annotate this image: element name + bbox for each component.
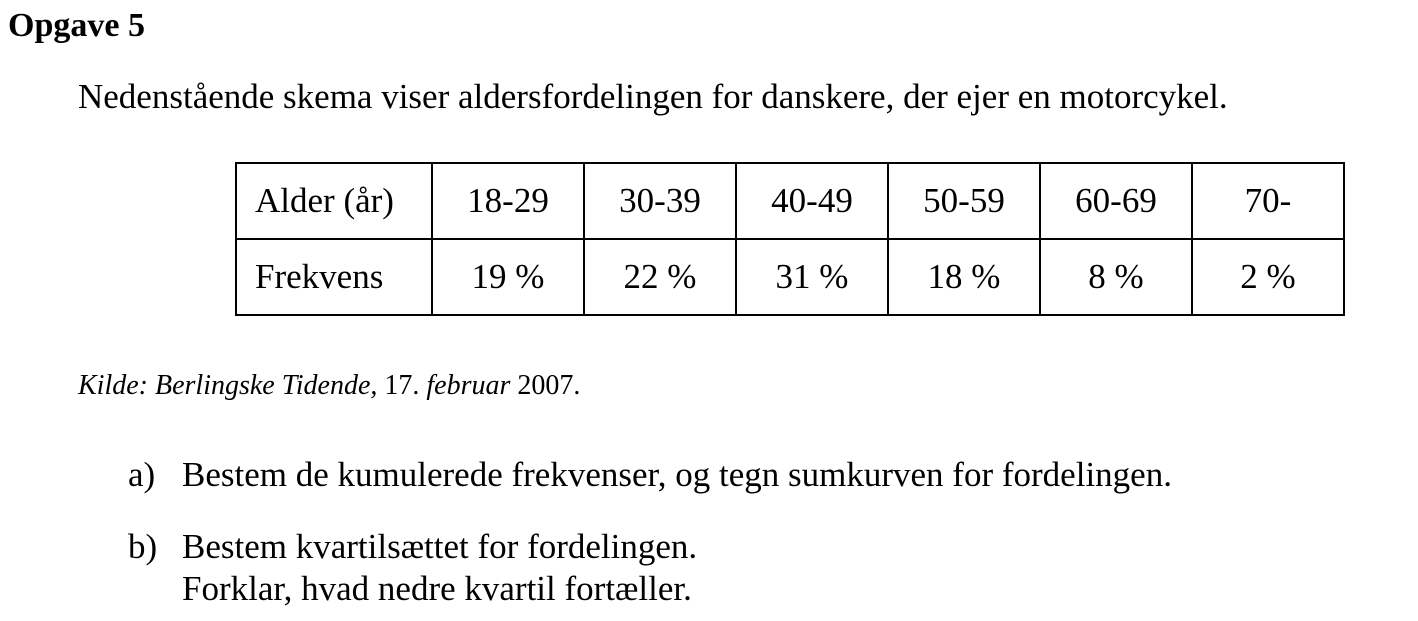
- age-cell: 60-69: [1040, 163, 1192, 239]
- intro-text: Nedenstående skema viser aldersfordelingen for danskere, der ejer en motorcykel.: [78, 77, 1228, 116]
- source-year: 2007.: [517, 370, 581, 401]
- task-a: [128, 454, 1172, 496]
- age-frequency-table: [235, 162, 1345, 316]
- task-b-line-2: [182, 568, 692, 610]
- task-b-label: b): [128, 527, 158, 566]
- frequency-cell: 8 %: [1040, 239, 1192, 315]
- source-publication: Kilde: Berlingske Tidende,: [78, 370, 378, 401]
- frequency-cell: 22 %: [584, 239, 736, 315]
- source-day: 17.: [384, 370, 420, 401]
- table-row-frequency: [236, 239, 1344, 315]
- task-b-text-1: Bestem kvartilsættet for fordelingen.: [182, 527, 698, 566]
- age-cell: 70-: [1192, 163, 1344, 239]
- frequency-cell: 19 %: [432, 239, 584, 315]
- age-cell: 40-49: [736, 163, 888, 239]
- exercise-title: Opgave 5: [8, 7, 145, 44]
- age-cell: 30-39: [584, 163, 736, 239]
- frequency-cell: 2 %: [1192, 239, 1344, 315]
- source-month: februar: [426, 370, 511, 401]
- age-cell: 50-59: [888, 163, 1040, 239]
- task-a-label: a): [128, 455, 156, 494]
- table-row-age: [236, 163, 1344, 239]
- row-header-frequency: Frekvens: [236, 239, 432, 315]
- age-cell: 18-29: [432, 163, 584, 239]
- frequency-cell: 18 %: [888, 239, 1040, 315]
- task-b-text-2: Forklar, hvad nedre kvartil fortæller.: [182, 569, 692, 608]
- row-header-age: Alder (år): [236, 163, 432, 239]
- task-b: [128, 526, 697, 568]
- frequency-cell: 31 %: [736, 239, 888, 315]
- source-citation: [78, 368, 580, 404]
- task-a-text: Bestem de kumulerede frekvenser, og tegn sumkurven for fordelingen.: [182, 455, 1172, 494]
